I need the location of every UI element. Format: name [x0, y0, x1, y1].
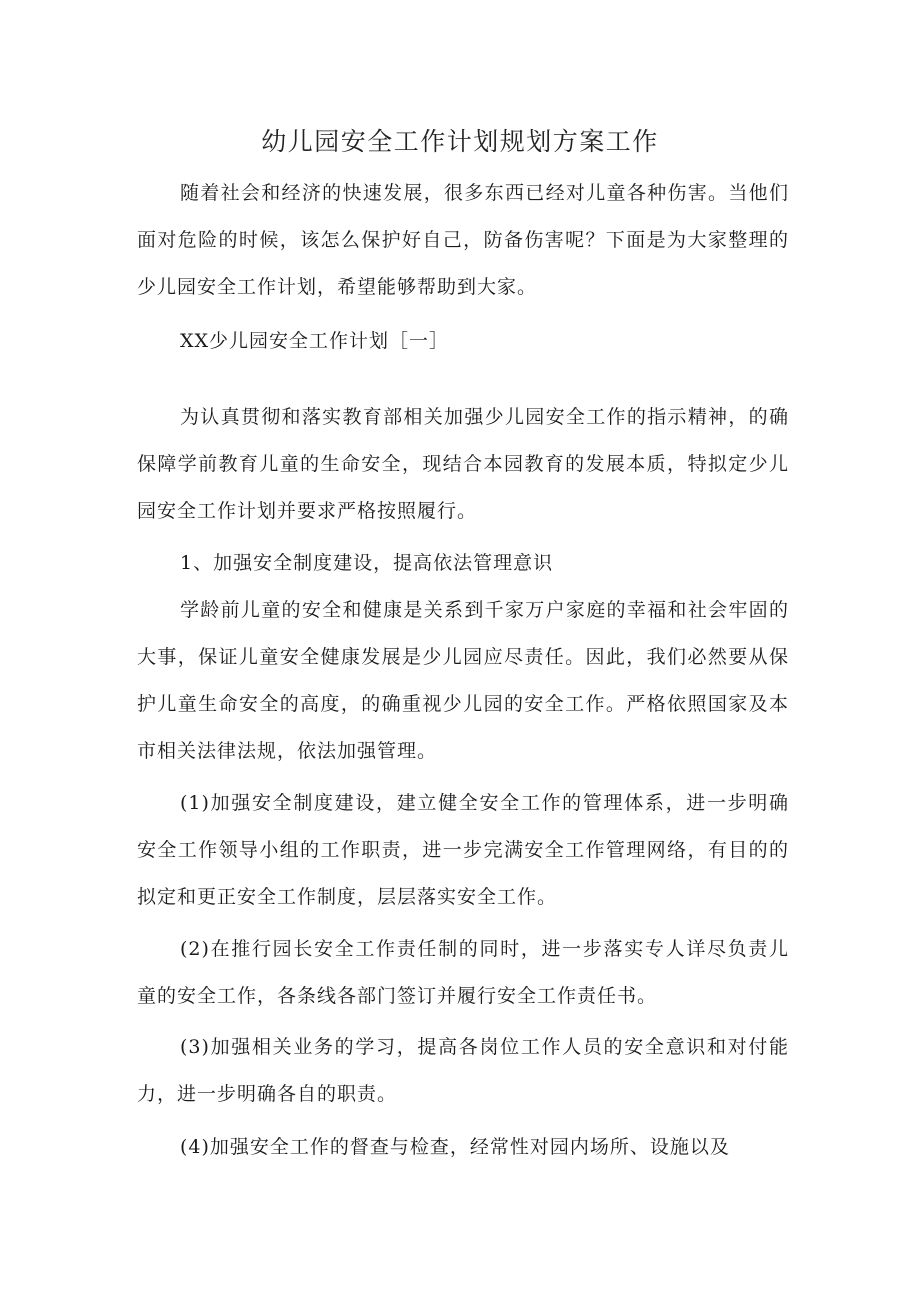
- plan-heading: XX少儿园安全工作计划［一］: [180, 330, 450, 352]
- item-4-paragraph: (4)加强安全工作的督查与检查，经常性对园内场所、设施以及: [180, 1136, 730, 1158]
- purpose-paragraph: 为认真贯彻和落实教育部相关加强少儿园安全工作的指示精神，的确保障学前教育儿童的生命安全，现结合本园教育的发展本质，特拟定少儿园安全工作计划并要求严格按照履行。: [137, 406, 789, 522]
- item-2-paragraph: (2)在推行园长安全工作责任制的同时，进一步落实专人详尽负责儿童的安全工作，各条线各部门签订并履行安全工作责任书。: [137, 938, 789, 1007]
- document-title: 幼儿园安全工作计划规划方案工作: [261, 127, 659, 156]
- item-3-paragraph: (3)加强相关业务的学习，提高各岗位工作人员的安全意识和对付能力，进一步明确各自的职责。: [137, 1036, 789, 1105]
- item-1-paragraph: (1)加强安全制度建设，建立健全安全工作的管理体系，进一步明确安全工作领导小组的工作职责，进一步完满安全工作管理网络，有目的的拟定和更正安全工作制度，层层落实安全工作。: [137, 792, 789, 908]
- section-1-heading: 1、加强安全制度建设，提高依法管理意识: [180, 552, 554, 574]
- section-1-body: 学龄前儿童的安全和健康是关系到千家万户家庭的幸福和社会牢固的大事，保证儿童安全健康发展是少儿园应尽责任。因此，我们必然要从保护儿童生命安全的高度，的确重视少儿园的安全工作。严格依照国家及本市相关法律法规，依法加强管理。: [137, 599, 789, 762]
- intro-paragraph: 随着社会和经济的快速发展，很多东西已经对儿童各种伤害。当他们面对危险的时候，该怎么保护好自己，防备伤害呢？下面是为大家整理的少儿园安全工作计划，希望能够帮助到大家。: [137, 182, 789, 298]
